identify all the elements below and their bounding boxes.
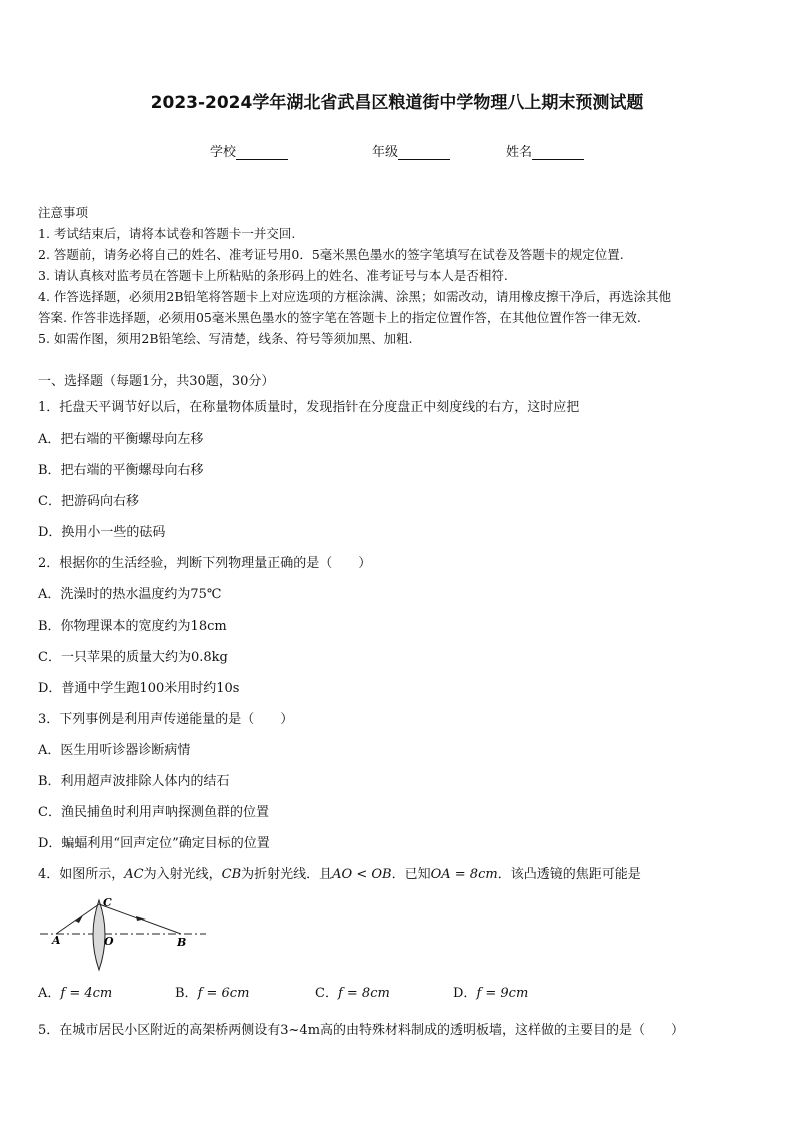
q3-option-c: C．渔民捕鱼时利用声呐探测鱼群的位置 (38, 805, 269, 820)
section-heading: 一、选择题（每题1分，共30题，30分） (38, 374, 275, 389)
q3-option-b: B．利用超声波排除人体内的结石 (38, 774, 230, 789)
q3-option-d: D．蝙蝠利用“回声定位”确定目标的位置 (38, 836, 270, 851)
q4-oa: OA = 8cm (430, 867, 498, 882)
q1-option-d: D．换用小一些的砝码 (38, 525, 166, 540)
school-blank (236, 147, 288, 160)
q4-inequality: AO < OB (332, 867, 392, 882)
notice-heading: 注意事项 (38, 205, 89, 220)
q1-stem: 1．托盘天平调节好以后，在称量物体质量时，发现指针在分度盘正中刻度线的右方，这时应把 (38, 400, 580, 415)
q1-option-a: A．把右端的平衡螺母向左移 (38, 432, 204, 447)
q2-option-b: B．你物理课本的宽度约为18cm (38, 619, 227, 634)
notice-item: 5. 如需作图，须用2B铅笔绘、写清楚，线条、符号等须加黑、加粗. (38, 331, 413, 346)
q2-option-a: A．洗澡时的热水温度约为75℃ (38, 587, 222, 602)
point-a-label: A (52, 934, 61, 947)
point-o-label: O (104, 935, 114, 948)
name-field (506, 141, 584, 160)
grade-field (372, 141, 450, 160)
notice-item: 3. 请认真核对监考员在答题卡上所粘贴的条形码上的姓名、准考证号与本人是否相符. (38, 268, 508, 283)
q4-ray-cb: CB (221, 867, 242, 882)
notice-item: 1. 考试结束后，请将本试卷和答题卡一并交回. (38, 226, 296, 241)
q4-option-b: B．f = 6cm (175, 986, 250, 1001)
q4-ray-ac: AC (124, 867, 144, 882)
q4-option-d: D．f = 9cm (453, 986, 529, 1001)
point-c-label: C (103, 896, 112, 909)
q2-stem: 2．根据你的生活经验，判断下列物理量正确的是（ ） (38, 556, 372, 571)
school-field (210, 141, 288, 160)
notice-item: 答案. 作答非选择题，必须用05毫米黑色墨水的签字笔在答题卡上的指定位置作答，在其他位置作答一律无效. (38, 310, 641, 325)
q5-stem: 5．在城市居民小区附近的高架桥两侧设有3~4m高的由特殊材料制成的透明板墙，这样做的主要目的是（ ） (38, 1023, 685, 1038)
name-label: 姓名 (506, 145, 533, 160)
name-blank (532, 147, 584, 160)
q4-option-a: A．f = 4cm (38, 986, 113, 1001)
grade-blank (398, 147, 450, 160)
q2-option-c: C．一只苹果的质量大约为0.8kg (38, 650, 228, 665)
grade-label: 年级 (372, 145, 399, 160)
incident-arrow (75, 915, 83, 923)
lens-diagram (38, 890, 210, 972)
notice-item: 2. 答题前，请务必将自己的姓名、准考证号用0．5毫米黑色墨水的签字笔填写在试卷及答题卡的规定位置. (38, 247, 624, 262)
point-b-label: B (177, 936, 187, 949)
q2-option-d: D．普通中学生跑100米用时约10s (38, 681, 240, 696)
notice-item: 4. 作答选择题，必须用2B铅笔将答题卡上对应选项的方框涂满、涂黑；如需改动，请用橡皮擦干净后，再选涂其他 (38, 289, 672, 304)
incident-ray (56, 904, 99, 934)
q4-option-c: C．f = 8cm (315, 986, 390, 1001)
q4-stem: 4．如图所示，AC为入射光线，CB为折射光线．且AO < OB．已知OA = 8cm．该凸透镜的焦距可能是 (38, 867, 641, 882)
q3-stem: 3．下列事例是利用声传递能量的是（ ） (38, 712, 294, 727)
page-title: 2023-2024学年湖北省武昌区粮道街中学物理八上期末预测试题 (150, 93, 644, 113)
q1-option-c: C．把游码向右移 (38, 494, 139, 509)
q1-option-b: B．把右端的平衡螺母向右移 (38, 463, 204, 478)
school-label: 学校 (210, 145, 237, 160)
q3-option-a: A．医生用听诊器诊断病情 (38, 743, 191, 758)
